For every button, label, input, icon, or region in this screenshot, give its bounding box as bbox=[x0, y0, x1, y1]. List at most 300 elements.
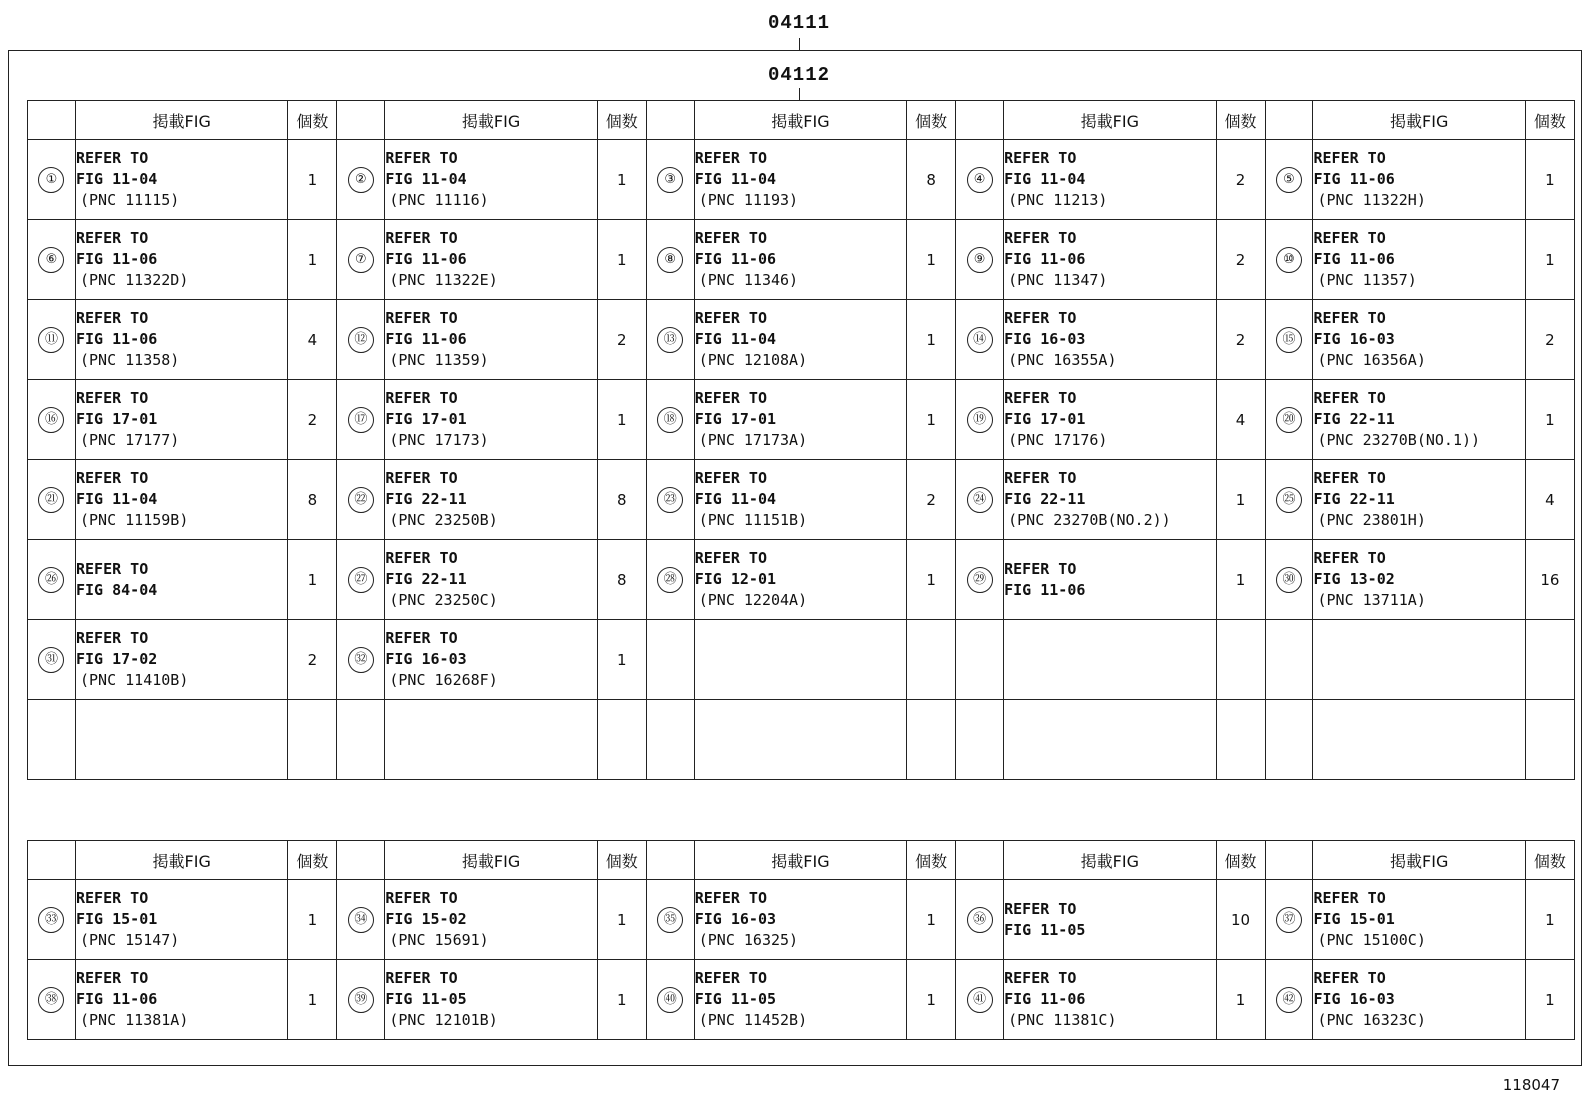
fig-reference-cell bbox=[1313, 220, 1525, 300]
fig-number: FIG 15-02 bbox=[385, 910, 467, 928]
fig-reference-cell bbox=[1004, 620, 1216, 700]
fig-number: FIG 11-05 bbox=[1004, 920, 1086, 939]
item-number-badge: ㉟ bbox=[657, 907, 683, 933]
pnc-code: (PNC 11358) bbox=[79, 351, 180, 369]
fig-reference-cell bbox=[385, 460, 597, 540]
item-number-badge: ㉕ bbox=[1276, 487, 1302, 513]
pnc-code: (PNC 16325) bbox=[698, 931, 799, 949]
header-fig-cell: 掲載FIG bbox=[1004, 841, 1216, 880]
quantity-cell: 1 bbox=[907, 380, 956, 460]
item-number-badge: ② bbox=[348, 167, 374, 193]
fig-reference-cell bbox=[385, 140, 597, 220]
pnc-code: (PNC 15100C) bbox=[1317, 931, 1426, 949]
table-row bbox=[28, 300, 1575, 380]
header-qty-cell: 個数 bbox=[907, 841, 956, 880]
quantity-cell: 1 bbox=[1525, 220, 1574, 300]
item-number-badge: ③ bbox=[657, 167, 683, 193]
item-number-cell bbox=[1265, 460, 1313, 540]
quantity-cell: 1 bbox=[1525, 140, 1574, 220]
item-number-badge: ㉛ bbox=[38, 647, 64, 673]
fig-number: FIG 11-06 bbox=[385, 250, 467, 268]
refer-to-label: REFER TO bbox=[694, 229, 767, 247]
item-number-badge: ⑲ bbox=[967, 407, 993, 433]
pnc-code: (PNC 11322D) bbox=[79, 271, 189, 289]
refer-to-label: REFER TO bbox=[1313, 889, 1386, 907]
fig-number: FIG 17-01 bbox=[385, 410, 467, 428]
header-row bbox=[28, 101, 1575, 140]
header-fig-cell: 掲載FIG bbox=[694, 101, 906, 140]
item-number-badge: ㊷ bbox=[1276, 987, 1302, 1013]
fig-reference-cell bbox=[385, 960, 597, 1040]
pnc-code: (PNC 11357) bbox=[1317, 271, 1417, 289]
header-no-cell bbox=[337, 841, 385, 880]
item-number-badge: ㉓ bbox=[657, 487, 683, 513]
item-number-cell bbox=[646, 300, 694, 380]
item-number-cell bbox=[646, 540, 694, 620]
fig-reference-cell bbox=[694, 700, 906, 780]
pnc-code: (PNC 11322H) bbox=[1317, 191, 1426, 209]
fig-reference-cell bbox=[1313, 540, 1525, 620]
fig-number: FIG 11-04 bbox=[385, 170, 467, 188]
table-row bbox=[28, 460, 1575, 540]
quantity-cell: 1 bbox=[907, 300, 956, 380]
refer-to-label: REFER TO bbox=[1004, 469, 1077, 487]
fig-reference-cell bbox=[1004, 540, 1216, 620]
fig-reference-cell bbox=[694, 380, 906, 460]
quantity-cell: 8 bbox=[597, 540, 646, 620]
item-number-cell bbox=[1265, 380, 1313, 460]
item-number-badge: ㊶ bbox=[967, 987, 993, 1013]
quantity-cell: 2 bbox=[288, 380, 337, 460]
table-row bbox=[28, 140, 1575, 220]
pnc-code: (PNC 12108A) bbox=[698, 351, 808, 369]
fig-reference-cell bbox=[1313, 300, 1525, 380]
fig-number: FIG 11-05 bbox=[385, 990, 467, 1008]
refer-to-label: REFER TO bbox=[385, 229, 458, 247]
item-number-cell bbox=[337, 700, 385, 780]
item-number-badge: ① bbox=[38, 167, 64, 193]
table-row bbox=[28, 220, 1575, 300]
item-number-cell bbox=[646, 880, 694, 960]
fig-number: FIG 15-01 bbox=[1313, 910, 1395, 928]
illustration-id: 118047 bbox=[1502, 1076, 1560, 1094]
item-number-badge: ㊴ bbox=[348, 987, 374, 1013]
refer-to-label: REFER TO bbox=[385, 629, 458, 647]
quantity-cell: 1 bbox=[907, 220, 956, 300]
quantity-cell: 1 bbox=[907, 540, 956, 620]
refer-to-label: REFER TO bbox=[75, 629, 149, 647]
header-fig-cell: 掲載FIG bbox=[1313, 101, 1525, 140]
header-qty-cell: 個数 bbox=[1216, 841, 1265, 880]
item-number-badge: ㉚ bbox=[1276, 567, 1302, 593]
fig-number: FIG 11-04 bbox=[694, 330, 777, 348]
quantity-cell: 1 bbox=[1525, 380, 1574, 460]
leader-line-outer bbox=[799, 38, 800, 50]
pnc-code: (PNC 11381A) bbox=[79, 1011, 189, 1029]
pnc-code: (PNC 11115) bbox=[79, 191, 180, 209]
quantity-cell: 10 bbox=[1216, 880, 1265, 960]
item-number-cell bbox=[1265, 540, 1313, 620]
item-number-badge: ㉖ bbox=[38, 567, 64, 593]
header-no-cell bbox=[956, 841, 1004, 880]
fig-number: FIG 11-06 bbox=[1313, 170, 1395, 188]
table-row bbox=[28, 880, 1575, 960]
fig-number: FIG 15-01 bbox=[75, 910, 158, 928]
header-no-cell bbox=[646, 101, 694, 140]
fig-reference-cell bbox=[1313, 140, 1525, 220]
item-number-badge: ㉒ bbox=[348, 487, 374, 513]
refer-to-label: REFER TO bbox=[1313, 309, 1386, 327]
fig-reference-cell bbox=[694, 460, 906, 540]
fig-number: FIG 17-01 bbox=[694, 410, 777, 428]
fig-reference-cell bbox=[694, 540, 906, 620]
item-number-cell bbox=[1265, 140, 1313, 220]
quantity-cell: 1 bbox=[597, 620, 646, 700]
header-no-cell bbox=[28, 841, 76, 880]
quantity-cell: 1 bbox=[597, 380, 646, 460]
refer-to-label: REFER TO bbox=[1313, 969, 1386, 987]
pnc-code: (PNC 17177) bbox=[79, 431, 180, 449]
refer-to-label: REFER TO bbox=[75, 389, 149, 407]
fig-reference-cell bbox=[1004, 300, 1216, 380]
pnc-code: (PNC 11213) bbox=[1008, 191, 1108, 209]
fig-number: FIG 17-02 bbox=[75, 650, 158, 668]
fig-reference-cell bbox=[75, 700, 287, 780]
pnc-code: (PNC 11151B) bbox=[698, 511, 808, 529]
item-number-badge: ⑨ bbox=[967, 247, 993, 273]
fig-reference-cell bbox=[694, 140, 906, 220]
fig-reference-cell bbox=[1313, 700, 1525, 780]
item-number-badge: ⑯ bbox=[38, 407, 64, 433]
quantity-cell bbox=[1525, 700, 1574, 780]
header-no-cell bbox=[1265, 841, 1313, 880]
fig-reference-cell bbox=[1313, 460, 1525, 540]
item-number-cell bbox=[956, 300, 1004, 380]
quantity-cell: 1 bbox=[597, 960, 646, 1040]
quantity-cell: 1 bbox=[1216, 540, 1265, 620]
fig-reference-cell bbox=[694, 880, 906, 960]
item-number-badge: ㉜ bbox=[348, 647, 374, 673]
pnc-code: (PNC 16356A) bbox=[1317, 351, 1426, 369]
pnc-code: (PNC 15147) bbox=[79, 931, 180, 949]
header-qty-cell: 個数 bbox=[597, 841, 646, 880]
refer-to-label: REFER TO bbox=[385, 549, 458, 567]
refer-to-label: REFER TO bbox=[75, 559, 149, 578]
fig-reference-cell bbox=[385, 300, 597, 380]
refer-to-label: REFER TO bbox=[75, 969, 149, 987]
header-fig-cell: 掲載FIG bbox=[694, 841, 906, 880]
quantity-cell bbox=[907, 700, 956, 780]
pnc-code: (PNC 23801H) bbox=[1317, 511, 1426, 529]
table-row bbox=[28, 700, 1575, 780]
fig-reference-cell bbox=[694, 220, 906, 300]
item-number-cell bbox=[646, 620, 694, 700]
pnc-code: (PNC 11116) bbox=[389, 191, 489, 209]
table-row bbox=[28, 540, 1575, 620]
refer-to-label: REFER TO bbox=[1004, 969, 1077, 987]
item-number-cell bbox=[28, 620, 76, 700]
fig-number: FIG 11-06 bbox=[1313, 250, 1395, 268]
table-row bbox=[28, 620, 1575, 700]
item-number-cell bbox=[1265, 300, 1313, 380]
header-no-cell bbox=[28, 101, 76, 140]
fig-number: FIG 11-04 bbox=[75, 490, 158, 508]
table-row bbox=[28, 960, 1575, 1040]
item-number-badge: ㉘ bbox=[657, 567, 683, 593]
item-number-cell bbox=[956, 220, 1004, 300]
parts-table-upper bbox=[27, 100, 1575, 780]
item-number-badge: ㉙ bbox=[967, 567, 993, 593]
refer-to-label: REFER TO bbox=[385, 149, 458, 167]
item-number-cell bbox=[28, 380, 76, 460]
pnc-code: (PNC 15691) bbox=[389, 931, 489, 949]
item-number-cell bbox=[337, 960, 385, 1040]
refer-to-label: REFER TO bbox=[694, 889, 767, 907]
refer-to-label: REFER TO bbox=[694, 389, 767, 407]
quantity-cell bbox=[597, 700, 646, 780]
fig-number: FIG 11-06 bbox=[75, 990, 158, 1008]
fig-reference-cell bbox=[1004, 700, 1216, 780]
pnc-code: (PNC 11193) bbox=[698, 191, 799, 209]
item-number-cell bbox=[956, 700, 1004, 780]
refer-to-label: REFER TO bbox=[1313, 389, 1386, 407]
header-qty-cell: 個数 bbox=[288, 101, 337, 140]
refer-to-label: REFER TO bbox=[694, 549, 767, 567]
fig-reference-cell bbox=[694, 300, 906, 380]
pnc-code: (PNC 11381C) bbox=[1008, 1011, 1117, 1029]
pnc-code: (PNC 23270B(NO.1)) bbox=[1317, 431, 1481, 449]
header-fig-cell: 掲載FIG bbox=[1313, 841, 1525, 880]
item-number-badge: ㉔ bbox=[967, 487, 993, 513]
quantity-cell: 1 bbox=[288, 220, 337, 300]
fig-reference-cell bbox=[75, 880, 287, 960]
fig-reference-cell bbox=[385, 700, 597, 780]
fig-reference-cell bbox=[1004, 140, 1216, 220]
item-number-badge: ⑧ bbox=[657, 247, 683, 273]
fig-number: FIG 22-11 bbox=[1004, 490, 1086, 508]
fig-number: FIG 17-01 bbox=[75, 410, 158, 428]
quantity-cell bbox=[288, 700, 337, 780]
item-number-badge: ⑩ bbox=[1276, 247, 1302, 273]
fig-number: FIG 16-03 bbox=[1004, 330, 1086, 348]
item-number-cell bbox=[337, 620, 385, 700]
item-number-cell bbox=[1265, 700, 1313, 780]
refer-to-label: REFER TO bbox=[694, 969, 767, 987]
item-number-cell bbox=[956, 380, 1004, 460]
item-number-badge: ⑫ bbox=[348, 327, 374, 353]
item-number-cell bbox=[956, 620, 1004, 700]
fig-reference-cell bbox=[1004, 960, 1216, 1040]
header-qty-cell: 個数 bbox=[597, 101, 646, 140]
quantity-cell: 4 bbox=[288, 300, 337, 380]
quantity-cell: 1 bbox=[597, 140, 646, 220]
pnc-code: (PNC 11359) bbox=[389, 351, 489, 369]
pnc-code: (PNC 11346) bbox=[698, 271, 799, 289]
header-qty-cell: 個数 bbox=[1525, 841, 1574, 880]
quantity-cell: 2 bbox=[288, 620, 337, 700]
fig-number: FIG 16-03 bbox=[694, 910, 777, 928]
header-fig-cell: 掲載FIG bbox=[385, 101, 597, 140]
item-number-cell bbox=[28, 220, 76, 300]
pnc-code: (PNC 11410B) bbox=[79, 671, 189, 689]
fig-number: FIG 11-04 bbox=[75, 170, 158, 188]
item-number-cell bbox=[956, 540, 1004, 620]
fig-reference-cell bbox=[75, 220, 287, 300]
assembly-number-04111: 04111 bbox=[768, 12, 831, 34]
item-number-cell bbox=[337, 300, 385, 380]
fig-reference-cell bbox=[694, 620, 906, 700]
fig-reference-cell bbox=[75, 540, 287, 620]
refer-to-label: REFER TO bbox=[1004, 389, 1077, 407]
item-number-badge: ⑮ bbox=[1276, 327, 1302, 353]
header-row bbox=[28, 841, 1575, 880]
quantity-cell: 2 bbox=[597, 300, 646, 380]
quantity-cell: 1 bbox=[1216, 460, 1265, 540]
fig-reference-cell bbox=[1004, 220, 1216, 300]
pnc-code: (PNC 12204A) bbox=[698, 591, 808, 609]
quantity-cell: 8 bbox=[907, 140, 956, 220]
refer-to-label: REFER TO bbox=[1004, 899, 1077, 918]
refer-to-label: REFER TO bbox=[385, 969, 458, 987]
item-number-cell bbox=[956, 960, 1004, 1040]
header-no-cell bbox=[646, 841, 694, 880]
quantity-cell: 1 bbox=[597, 220, 646, 300]
parts-table-lower bbox=[27, 840, 1575, 1040]
pnc-code: (PNC 23250C) bbox=[389, 591, 498, 609]
item-number-cell bbox=[956, 880, 1004, 960]
header-fig-cell: 掲載FIG bbox=[385, 841, 597, 880]
fig-number: FIG 22-11 bbox=[1313, 490, 1395, 508]
fig-reference-cell bbox=[1313, 880, 1525, 960]
header-no-cell bbox=[956, 101, 1004, 140]
item-number-cell bbox=[337, 460, 385, 540]
item-number-badge: ⑱ bbox=[657, 407, 683, 433]
quantity-cell: 2 bbox=[1216, 220, 1265, 300]
refer-to-label: REFER TO bbox=[1313, 469, 1386, 487]
assembly-number-04112: 04112 bbox=[768, 64, 831, 86]
item-number-badge: ㉑ bbox=[38, 487, 64, 513]
fig-reference-cell bbox=[1004, 460, 1216, 540]
quantity-cell bbox=[907, 620, 956, 700]
pnc-code: (PNC 16355A) bbox=[1008, 351, 1117, 369]
refer-to-label: REFER TO bbox=[385, 389, 458, 407]
quantity-cell bbox=[1216, 700, 1265, 780]
item-number-cell bbox=[28, 700, 76, 780]
fig-reference-cell bbox=[1004, 880, 1216, 960]
refer-to-label: REFER TO bbox=[75, 469, 149, 487]
header-qty-cell: 個数 bbox=[288, 841, 337, 880]
quantity-cell: 1 bbox=[288, 540, 337, 620]
fig-number: FIG 16-03 bbox=[1313, 990, 1395, 1008]
fig-number: FIG 13-02 bbox=[1313, 570, 1395, 588]
quantity-cell: 1 bbox=[1216, 960, 1265, 1040]
fig-number: FIG 16-03 bbox=[385, 650, 467, 668]
fig-reference-cell bbox=[75, 960, 287, 1040]
item-number-badge: ⑥ bbox=[38, 247, 64, 273]
quantity-cell: 2 bbox=[1525, 300, 1574, 380]
item-number-cell bbox=[646, 140, 694, 220]
quantity-cell: 1 bbox=[597, 880, 646, 960]
quantity-cell: 2 bbox=[1216, 140, 1265, 220]
refer-to-label: REFER TO bbox=[694, 469, 767, 487]
item-number-badge: ⑪ bbox=[38, 327, 64, 353]
item-number-badge: ⑤ bbox=[1276, 167, 1302, 193]
refer-to-label: REFER TO bbox=[1313, 149, 1386, 167]
item-number-cell bbox=[1265, 220, 1313, 300]
quantity-cell: 2 bbox=[907, 460, 956, 540]
fig-number: FIG 11-06 bbox=[75, 330, 158, 348]
item-number-cell bbox=[337, 880, 385, 960]
fig-number: FIG 11-06 bbox=[1004, 580, 1086, 599]
refer-to-label: REFER TO bbox=[75, 309, 149, 327]
fig-reference-cell bbox=[75, 620, 287, 700]
quantity-cell: 2 bbox=[1216, 300, 1265, 380]
fig-number: FIG 16-03 bbox=[1313, 330, 1395, 348]
header-fig-cell: 掲載FIG bbox=[75, 101, 287, 140]
item-number-cell bbox=[646, 460, 694, 540]
refer-to-label: REFER TO bbox=[385, 889, 458, 907]
fig-reference-cell bbox=[1004, 380, 1216, 460]
leader-line-inner bbox=[799, 88, 800, 100]
item-number-cell bbox=[28, 960, 76, 1040]
item-number-cell bbox=[956, 140, 1004, 220]
pnc-code: (PNC 12101B) bbox=[389, 1011, 498, 1029]
header-no-cell bbox=[337, 101, 385, 140]
fig-number: FIG 22-11 bbox=[385, 570, 467, 588]
item-number-cell bbox=[28, 880, 76, 960]
item-number-cell bbox=[646, 700, 694, 780]
pnc-code: (PNC 17173) bbox=[389, 431, 489, 449]
refer-to-label: REFER TO bbox=[1004, 149, 1077, 167]
fig-reference-cell bbox=[75, 460, 287, 540]
refer-to-label: REFER TO bbox=[1004, 229, 1077, 247]
pnc-code: (PNC 16323C) bbox=[1317, 1011, 1426, 1029]
quantity-cell: 1 bbox=[1525, 960, 1574, 1040]
quantity-cell: 16 bbox=[1525, 540, 1574, 620]
item-number-cell bbox=[1265, 880, 1313, 960]
fig-reference-cell bbox=[385, 380, 597, 460]
fig-number: FIG 84-04 bbox=[75, 580, 158, 599]
item-number-cell bbox=[646, 380, 694, 460]
fig-number: FIG 11-06 bbox=[385, 330, 467, 348]
fig-reference-cell bbox=[385, 540, 597, 620]
item-number-badge: ④ bbox=[967, 167, 993, 193]
item-number-badge: ㊲ bbox=[1276, 907, 1302, 933]
pnc-code: (PNC 23270B(NO.2)) bbox=[1008, 511, 1171, 529]
item-number-badge: ㉗ bbox=[348, 567, 374, 593]
fig-number: FIG 22-11 bbox=[385, 490, 467, 508]
fig-number: FIG 11-04 bbox=[694, 490, 777, 508]
item-number-cell bbox=[646, 220, 694, 300]
item-number-badge: ⑰ bbox=[348, 407, 374, 433]
quantity-cell: 1 bbox=[288, 880, 337, 960]
refer-to-label: REFER TO bbox=[385, 309, 458, 327]
header-no-cell bbox=[1265, 101, 1313, 140]
quantity-cell: 1 bbox=[907, 880, 956, 960]
item-number-cell bbox=[28, 460, 76, 540]
item-number-badge: ⑳ bbox=[1276, 407, 1302, 433]
quantity-cell bbox=[1216, 620, 1265, 700]
quantity-cell: 8 bbox=[597, 460, 646, 540]
pnc-code: (PNC 11322E) bbox=[389, 271, 498, 289]
refer-to-label: REFER TO bbox=[75, 229, 149, 247]
refer-to-label: REFER TO bbox=[75, 149, 149, 167]
quantity-cell: 1 bbox=[907, 960, 956, 1040]
pnc-code: (PNC 16268F) bbox=[389, 671, 498, 689]
pnc-code: (PNC 13711A) bbox=[1317, 591, 1426, 609]
header-qty-cell: 個数 bbox=[1216, 101, 1265, 140]
item-number-badge: ㊵ bbox=[657, 987, 683, 1013]
